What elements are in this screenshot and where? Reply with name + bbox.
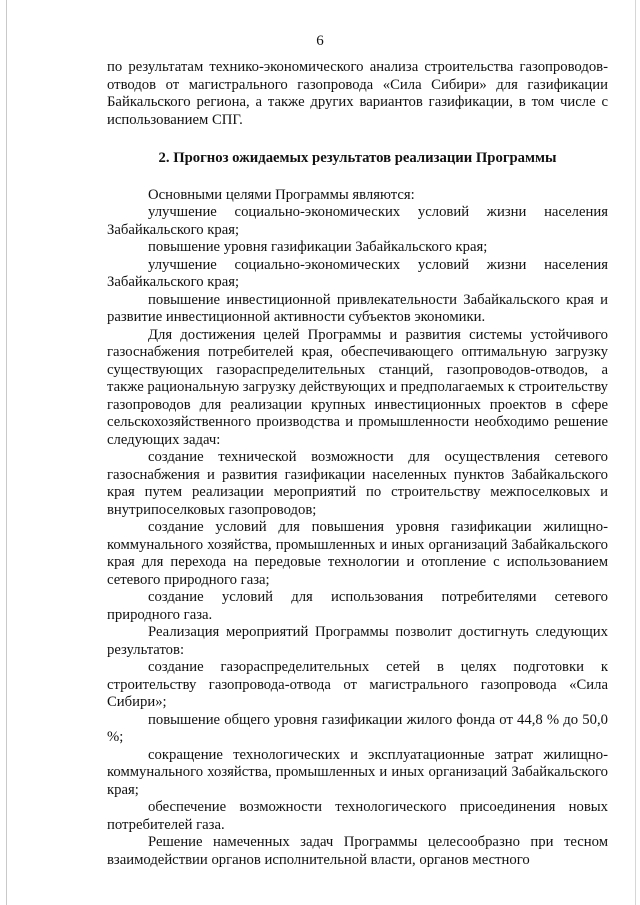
task-item: создание условий для использования потребителями сетевого природного газа. [107,589,608,623]
page-right-edge [635,0,636,905]
intro-paragraph: по результатам технико-экономического анализа строительства газопроводов-отводов от магистрального газопровода «Сила Сибири» для газификации Байкальского региона, а также других вариантов газификации, в том числе с использованием СПГ. [107,59,608,128]
task-item: создание технической возможности для осуществления сетевого газоснабжения и развития газификации населенных пунктов Забайкальского края путем реализации мероприятий по строительству межпоселковых и внутрипоселковых газопроводов; [107,449,608,518]
goal-item: улучшение социально-экономических условий жизни населения Забайкальского края; [107,204,608,238]
page-number: 6 [316,33,324,49]
closing-paragraph: Решение намеченных задач Программы целесообразно при тесном взаимодействии органов исполнительной власти, органов местного [107,834,608,868]
result-item: создание газораспределительных сетей в целях подготовки к строительству газопровода-отвода от магистрального газопровода «Сила Сибири»; [107,659,608,710]
task-item: создание условий для повышения уровня газификации жилищно-коммунального хозяйства, промышленных и иных организаций Забайкальского края для перехода на передовые технологии и отопление с использованием сетевого природного газа; [107,519,608,588]
tasks-intro-paragraph: Для достижения целей Программы и развития системы устойчивого газоснабжения потребителей края, обеспечивающего оптимальную загрузку существующих газораспределительных станций, газопроводов-отводов, а также рациональную загрузку действующих и предполагаемых к строительству газопроводов для реализации крупных инвестиционных проектов в сфере сельскохозяйственного производства и промышленности необходимо решение следующих задач: [107,326,608,448]
goal-item: повышение уровня газификации Забайкальского края; [148,239,488,255]
result-item: обеспечение возможности технологического присоединения новых потребителей газа. [107,799,608,833]
results-intro-paragraph: Реализация мероприятий Программы позволит достигнуть следующих результатов: [107,624,608,658]
page-left-edge [6,0,7,905]
goals-intro-paragraph: Основными целями Программы являются: [148,186,415,203]
section-heading: 2. Прогноз ожидаемых результатов реализации Программы [158,150,557,166]
result-item: сокращение технологических и эксплуатационные затрат жилищно-коммунального хозяйства, промышленных и иных организаций Забайкальского края; [107,746,608,798]
goal-item: улучшение социально-экономических условий жизни населения Забайкальского края; [107,256,608,290]
document-body [107,59,608,869]
goal-item: повышение инвестиционной привлекательности Забайкальского края и развитие инвестиционной активности субъектов экономики. [107,291,608,325]
result-item: повышение общего уровня газификации жилого фонда от 44,8 % до 50,0 %; [107,711,608,745]
